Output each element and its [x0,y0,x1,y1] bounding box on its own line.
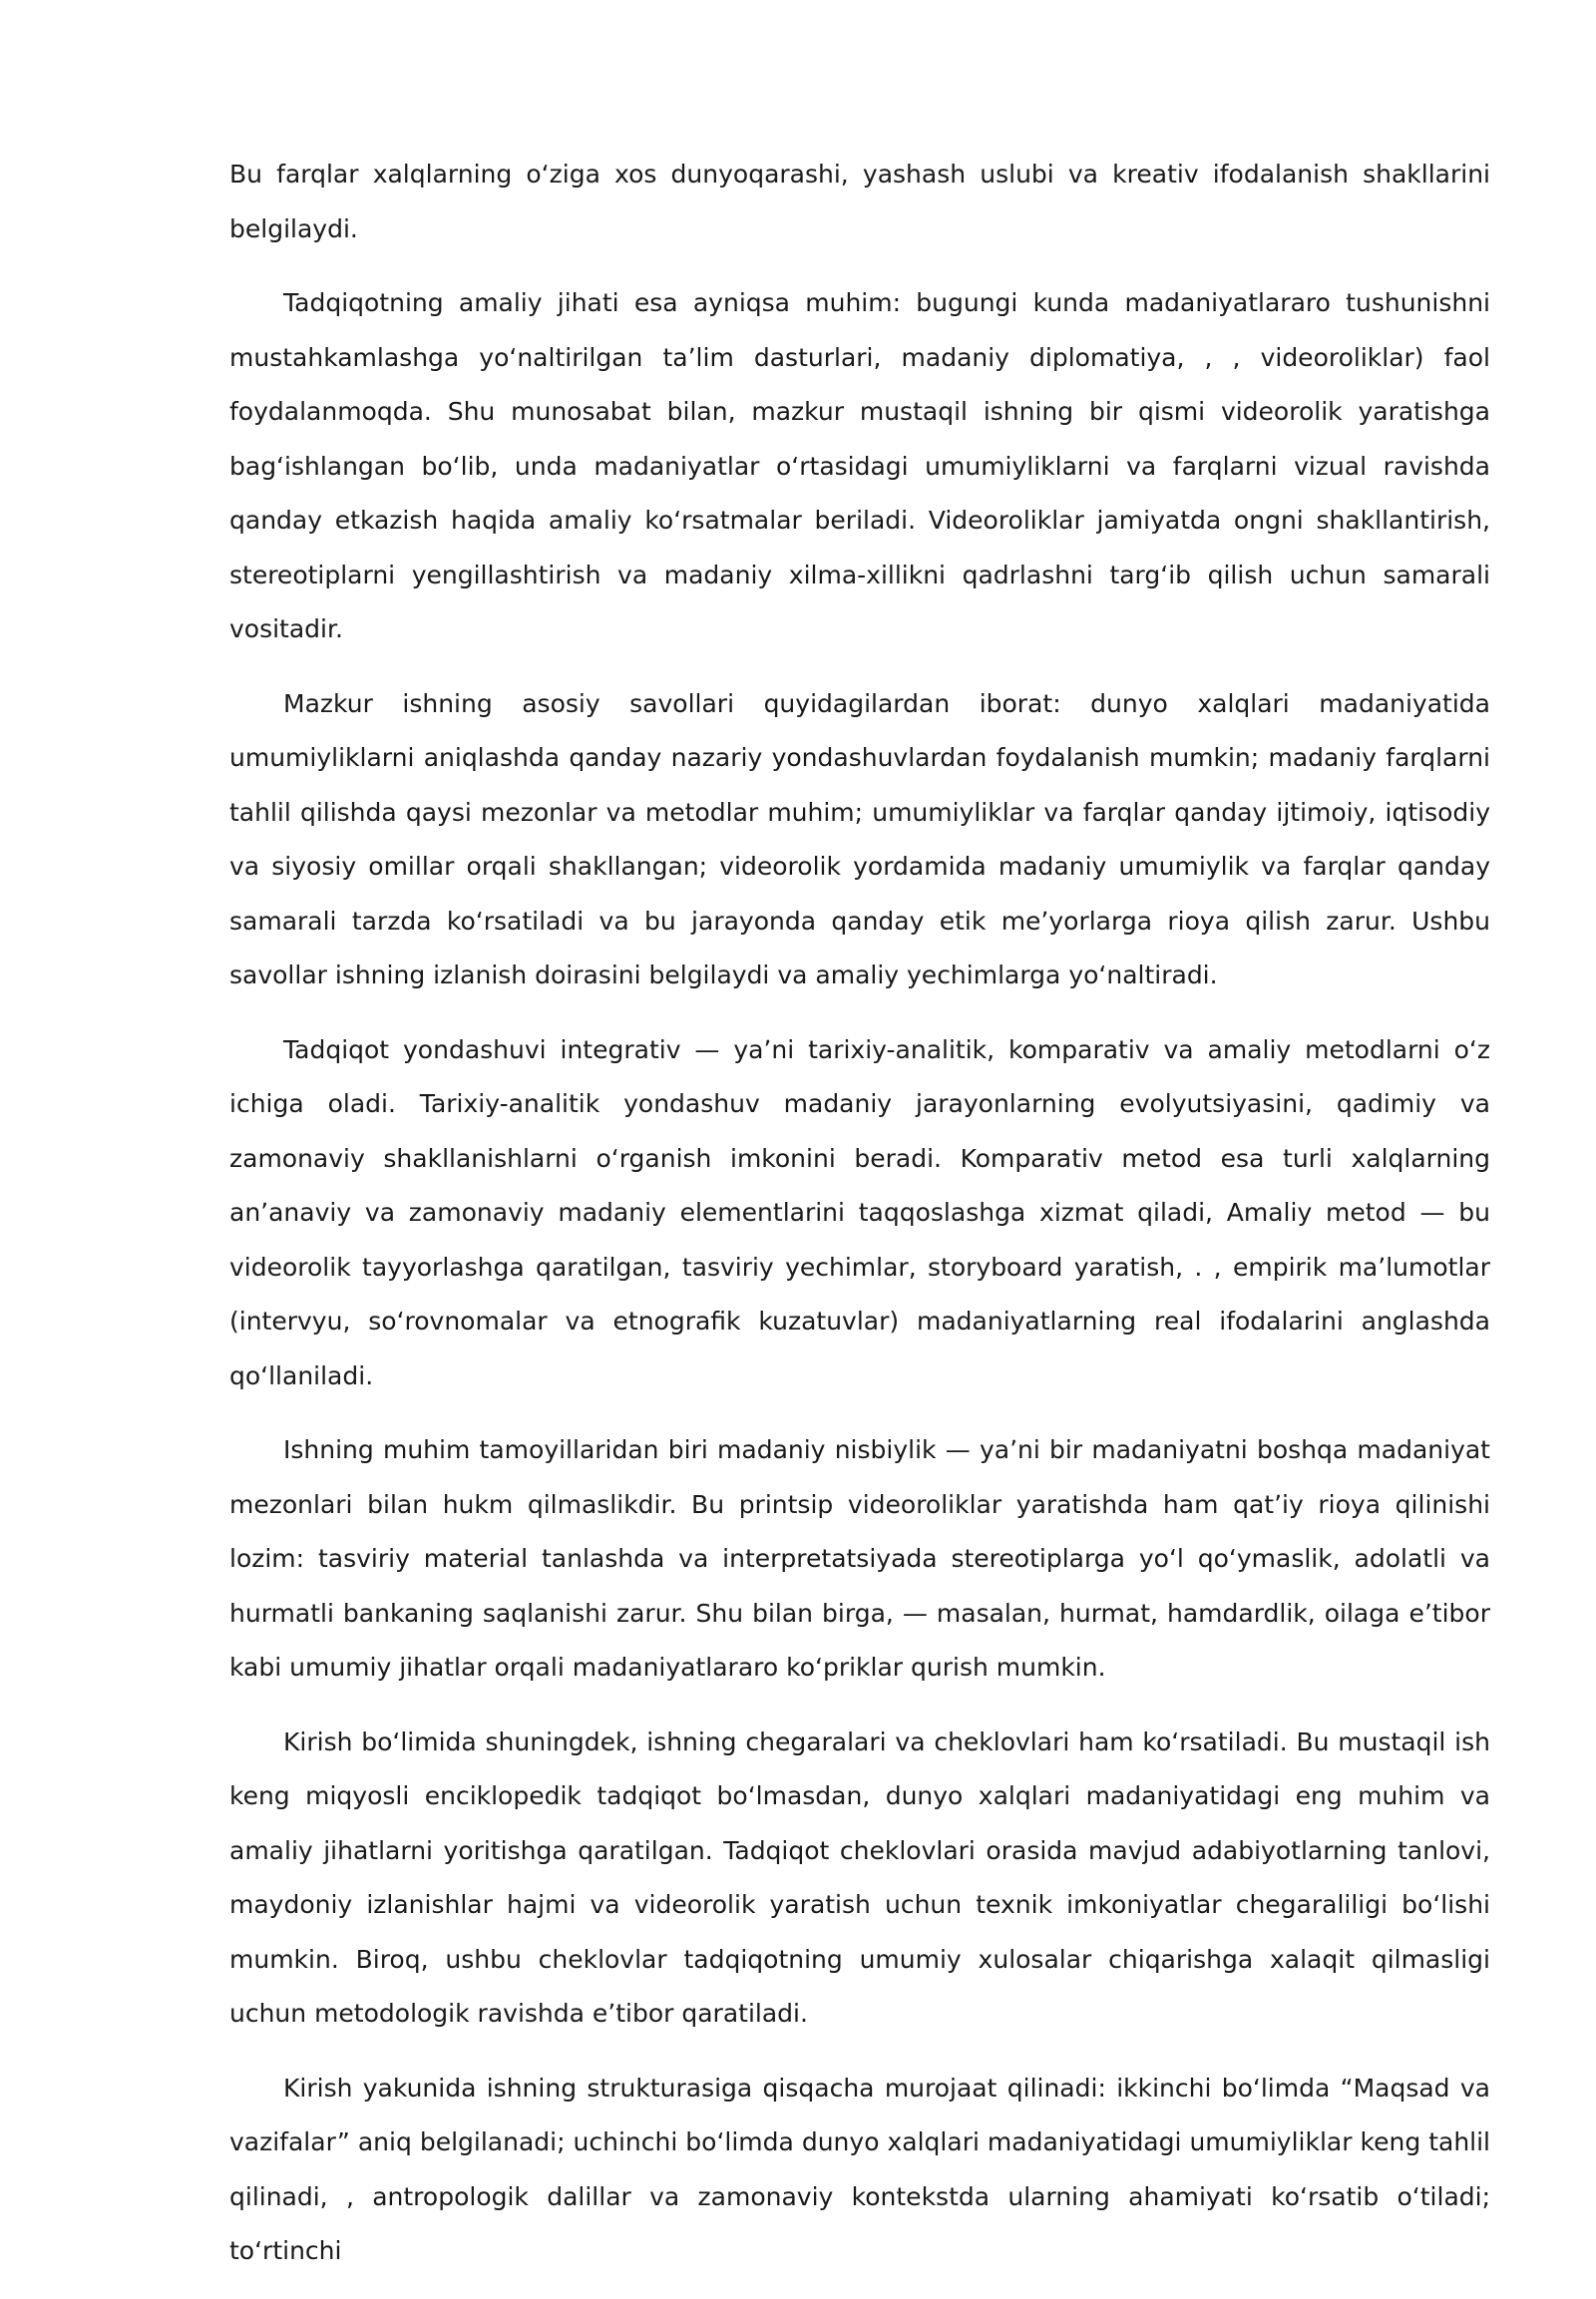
paragraph-cultural-relativism: Ishning muhim tamoyillaridan biri madaniy nisbiylik — yaʼni bir madaniyatni boshqa madaniyat mezonlari bilan hukm qilmaslikdir. Bu printsip videoroliklar yaratishda ham qatʼiy rioya qilinishi lozim: tasviriy material tanlashda va interpretatsiyada stereotiplarga yoʻl qoʻymaslik, adolatli va hurmatli bankaning saqlanishi zarur. Shu bilan birga, — masalan, hurmat, hamdardlik, oilaga eʼtibor kabi umumiy jihatlar orqali madaniyatlararo koʻpriklar qurish mumkin. [229,1435,1490,1682]
paragraph-continuation: Bu farqlar xalqlarning oʻziga xos dunyoqarashi, yashash uslubi va kreativ ifodalanish shakllarini belgilaydi. [229,160,1490,243]
paragraph-practical-aspect: Tadqiqotning amaliy jihati esa ayniqsa muhim: bugungi kunda madaniyatlararo tushunishni mustahkamlashga yoʻnaltirilgan taʼlim dasturlari, madaniy diplomatiya, , , videoroliklar) faol foydalanmoqda. Shu munosabat bilan, mazkur mustaqil ishning bir qismi videorolik yaratishga bagʻishlangan boʻlib, unda madaniyatlar oʻrtasidagi umumiyliklarni va farqlarni vizual ravishda qanday etkazish haqida amaliy koʻrsatmalar beriladi. Videoroliklar jamiyatda ongni shakllantirish, stereotiplarni yengillashtirish va madaniy xilma-xillikni qadrlashni targʻib qilish uchun samarali vositadir. [229,288,1490,643]
paragraph-research-questions: Mazkur ishning asosiy savollari quyidagilardan iborat: dunyo xalqlari madaniyatida umumiyliklarni aniqlashda qanday nazariy yondashuvlardan foydalanish mumkin; madaniy farqlarni tahlil qilishda qaysi mezonlar va metodlar muhim; umumiyliklar va farqlar qanday ijtimoiy, iqtisodiy va siyosiy omillar orqali shakllangan; videorolik yordamida madaniy umumiylik va farqlar qanday samarali tarzda koʻrsatiladi va bu jarayonda qanday etik meʼyorlarga rioya qilish zarur. Ushbu savollar ishning izlanish doirasini belgilaydi va amaliy yechimlarga yoʻnaltiradi. [229,688,1490,989]
paragraph-structure: Kirish yakunida ishning strukturasiga qisqacha murojaat qilinadi: ikkinchi boʻlimda “Maqsad va vazifalar” aniq belgilanadi; uchinchi boʻlimda dunyo xalqlari madaniyatidagi umumiyliklar keng tahlil qilinadi, , antropologik dalillar va zamonaviy kontekstda ularning ahamiyati koʻrsatib oʻtiladi; toʻrtinchi [229,2073,1490,2265]
paragraph-limitations: Kirish boʻlimida shuningdek, ishning chegaralari va cheklovlari ham koʻrsatiladi. Bu mustaqil ish keng miqyosli enciklopedik tadqiqot boʻlmasdan, dunyo xalqlari madaniyatidagi eng muhim va amaliy jihatlarni yoritishga qaratilgan. Tadqiqot cheklovlari orasida mavjud adabiyotlarning tanlovi, maydoniy izlanishlar hajmi va videorolik yaratish uchun texnik imkoniyatlar chegaraliligi boʻlishi mumkin. Biroq, ushbu cheklovlar tadqiqotning umumiy xulosalar chiqarishga xalaqit qilmasligi uchun metodologik ravishda eʼtibor qaratiladi. [229,1726,1490,2028]
paragraph-research-approach: Tadqiqot yondashuvi integrativ — yaʼni tarixiy-analitik, komparativ va amaliy metodlarni oʻz ichiga oladi. Tarixiy-analitik yondashuv madaniy jarayonlarning evolyutsiyasini, qadimiy va zamonaviy shakllanishlarni oʻrganish imkonini beradi. Komparativ metod esa turli xalqlarning anʼanaviy va zamonaviy madaniy elementlarini taqqoslashga xizmat qiladi, Amaliy metod — bu videorolik tayyorlashga qaratilgan, tasviriy yechimlar, storyboard yaratish, . , empirik maʼlumotlar (intervyu, soʻrovnomalar va etnografik kuzatuvlar) madaniyatlarning real ifodalarini anglashda qoʻllaniladi. [229,1034,1490,1390]
document-body [229,148,1490,2299]
